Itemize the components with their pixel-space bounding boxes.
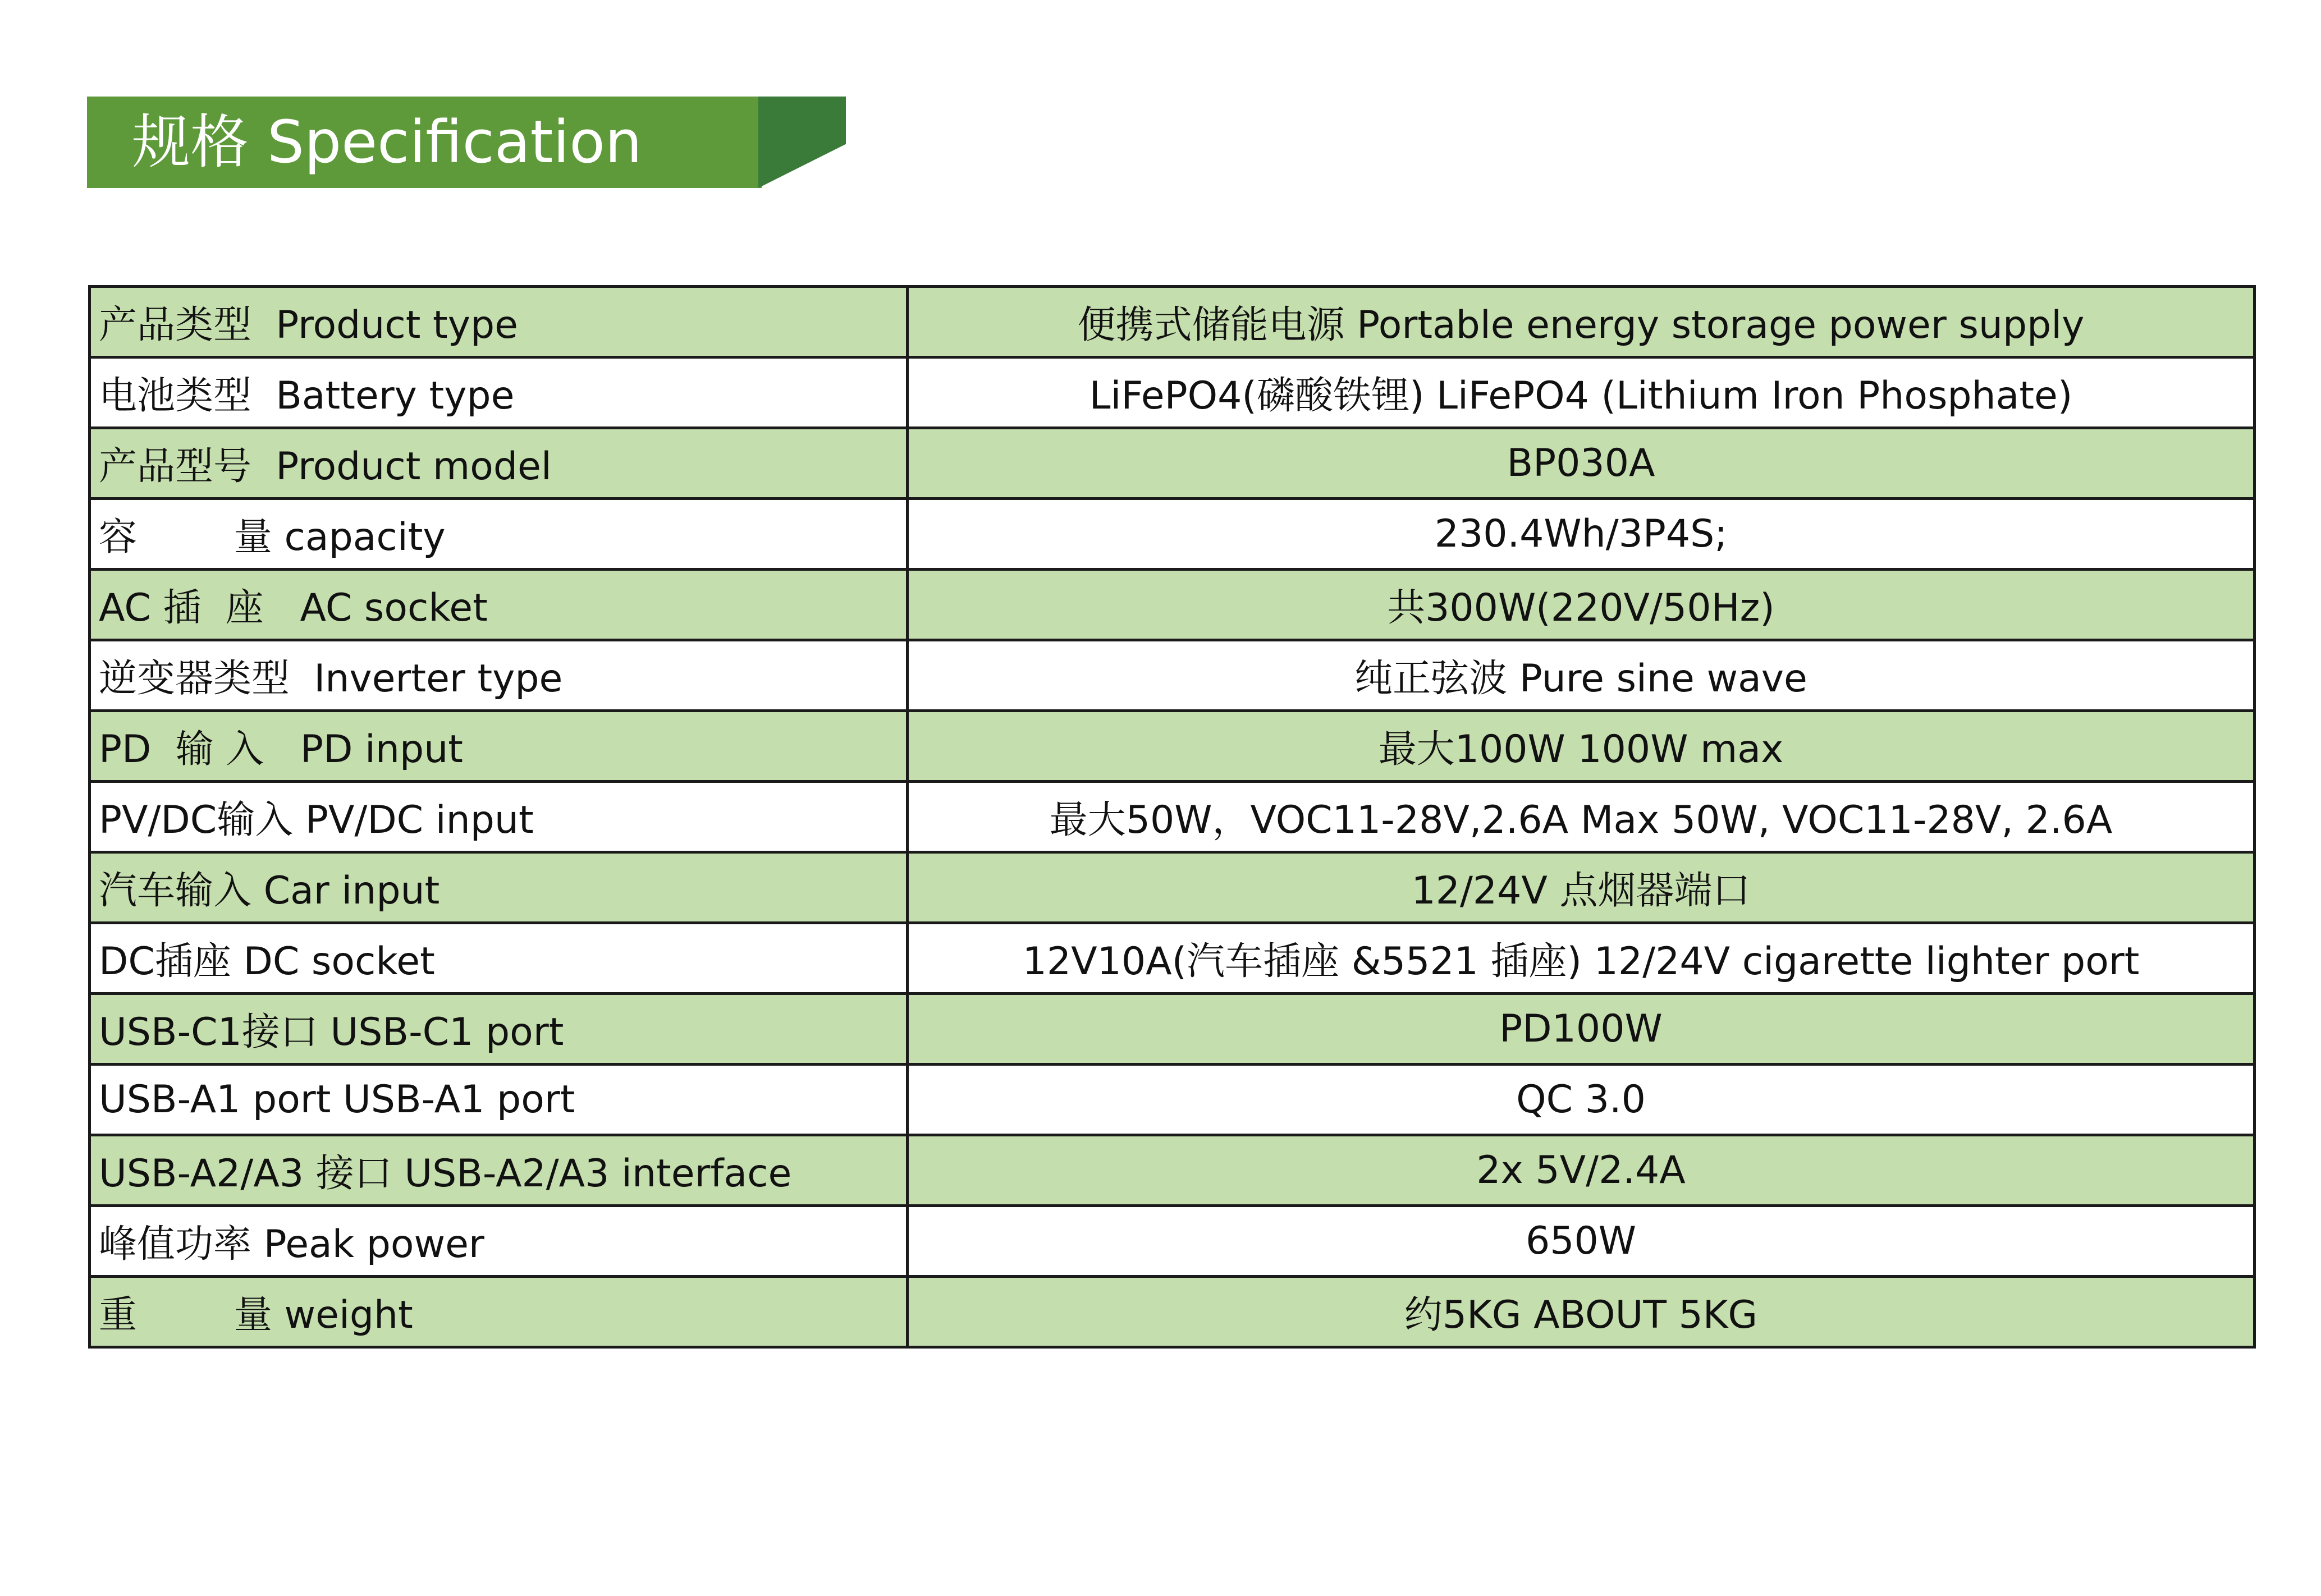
spec-value: 便携式储能电源 Portable energy storage power supply [908, 287, 2255, 357]
spec-label: DC插座 DC socket [90, 923, 908, 994]
spec-label: PD 输 入 PD input [90, 711, 908, 782]
spec-value: 最大100W 100W max [908, 711, 2255, 782]
spec-row-inverter-type [90, 640, 2255, 711]
spec-row-ac-socket [90, 570, 2255, 640]
spec-row-battery-type [90, 357, 2255, 428]
spec-value: PD100W [908, 994, 2255, 1065]
spec-value: 最大50W，VOC11-28V,2.6A Max 50W, VOC11-28V, 2.6A [908, 782, 2255, 852]
spec-label: 峰值功率 Peak power [90, 1206, 908, 1277]
spec-value: 12V10A(汽车插座 &5521 插座) 12/24V cigarette lighter port [908, 923, 2255, 994]
spec-row-product-type [90, 287, 2255, 357]
spec-row-usb-a1 [90, 1065, 2255, 1135]
spec-value: 230.4Wh/3P4S; [908, 499, 2255, 570]
spec-label: 容 量 capacity [90, 499, 908, 570]
spec-row-usb-c1 [90, 994, 2255, 1065]
specification-table [88, 285, 2256, 1349]
section-title: 规格 Specification [132, 108, 642, 176]
spec-row-weight [90, 1277, 2255, 1347]
spec-value: QC 3.0 [908, 1065, 2255, 1135]
spec-label: 产品型号 Product model [90, 428, 908, 499]
spec-label: AC 插 座 AC socket [90, 570, 908, 640]
spec-label: 逆变器类型 Inverter type [90, 640, 908, 711]
spec-value: LiFePO4(磷酸铁锂) LiFePO4 (Lithium Iron Phosphate) [908, 357, 2255, 428]
spec-value: 2x 5V/2.4A [908, 1135, 2255, 1206]
spec-value: 共300W(220V/50Hz) [908, 570, 2255, 640]
spec-value: 纯正弦波 Pure sine wave [908, 640, 2255, 711]
spec-value: 650W [908, 1206, 2255, 1277]
section-banner [87, 97, 846, 188]
spec-row-peak-power [90, 1206, 2255, 1277]
spec-label: 汽车输入 Car input [90, 852, 908, 923]
spec-row-product-model [90, 428, 2255, 499]
spec-row-usb-a2-a3 [90, 1135, 2255, 1206]
spec-row-pv-dc-input [90, 782, 2255, 852]
spec-label: 重 量 weight [90, 1277, 908, 1347]
spec-row-capacity [90, 499, 2255, 570]
spec-value: 12/24V 点烟器端口 [908, 852, 2255, 923]
spec-label: USB-A1 port USB-A1 port [90, 1065, 908, 1135]
spec-row-car-input [90, 852, 2255, 923]
spec-label: 产品类型 Product type [90, 287, 908, 357]
spec-label: 电池类型 Battery type [90, 357, 908, 428]
spec-row-pd-input [90, 711, 2255, 782]
spec-label: USB-A2/A3 接口 USB-A2/A3 interface [90, 1135, 908, 1206]
banner-accent-tab [758, 97, 846, 188]
spec-value: BP030A [908, 428, 2255, 499]
spec-label: USB-C1接口 USB-C1 port [90, 994, 908, 1065]
spec-label: PV/DC输入 PV/DC input [90, 782, 908, 852]
spec-value: 约5KG ABOUT 5KG [908, 1277, 2255, 1347]
spec-row-dc-socket [90, 923, 2255, 994]
